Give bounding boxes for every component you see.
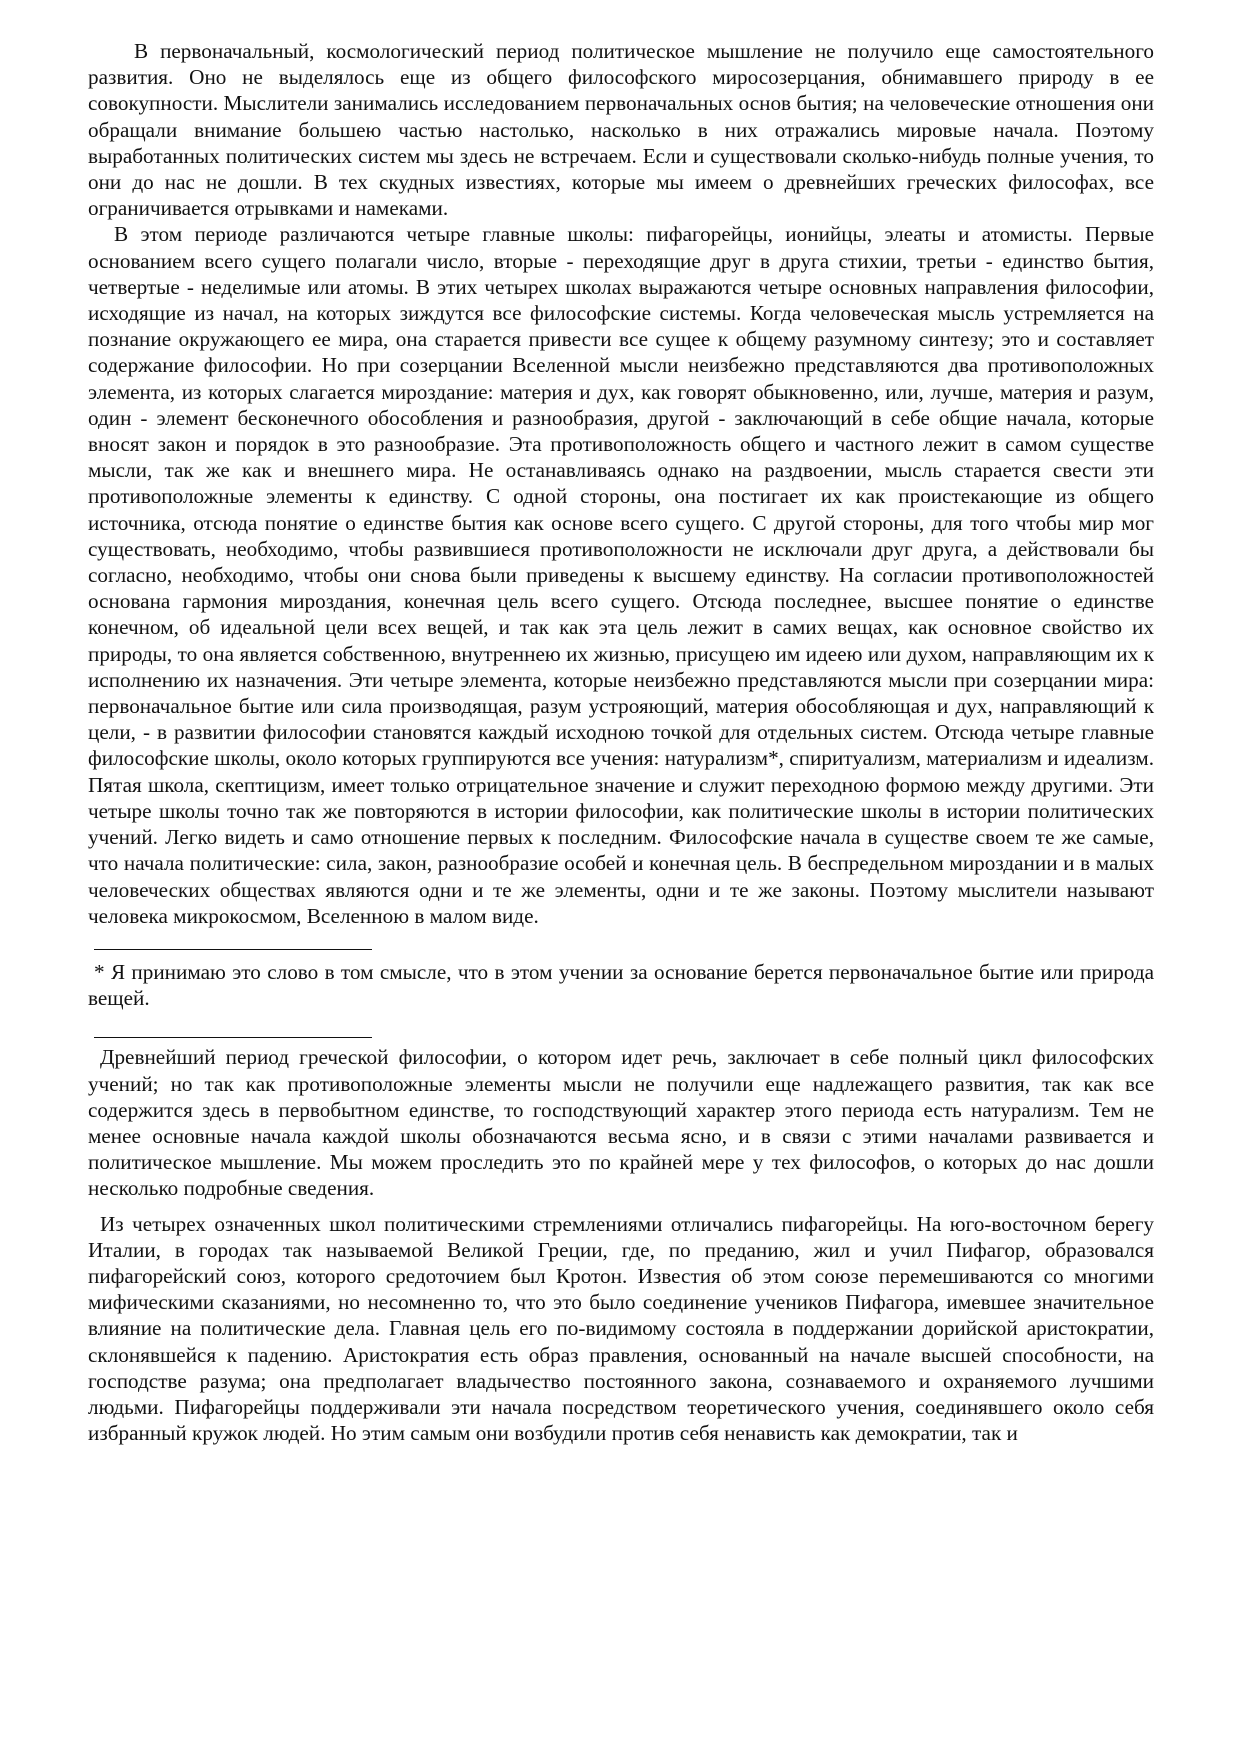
paragraph-pythagoreans: Из четырех означенных школ политическими стремлениями отличались пифагорейцы. На юго-восточном берегу Италии, в городах так называемой Великой Греции, где, по преданию, жил и учил Пифагор, образовался пифагорейский союз, которого средоточием был Кротон. Известия об этом союзе перемешиваются со многими мифическими сказаниями, но несомненно то, что это было соединение учеников Пифагора, имевшее значительное влияние на политические дела. Главная цель его по-видимому состояла в поддержании дорийской аристократии, склонявшейся к падению. Аристократия есть образ правления, основанный на начале высшей способности, на господстве разума; она предполагает владычество постоянного закона, сознаваемого и охраняемого лучшими людьми. Пифагорейцы поддерживали эти начала посредством теоретического учения, соединявшего около себя избранный кружок людей. Но этим самым они возбудили против себя ненависть как демократии, так и xyxy=(88,1211,1154,1446)
paragraph-cosmological-period: В первоначальный, космологический период политическое мышление не получило еще самостоятельного развития. Оно не выделялось еще из общего философского миросозерцания, обнимавшего природу в ее совокупности. Мыслители занимались исследованием первоначальных основ бытия; на человеческие отношения они обращали внимание большею частью настолько, насколько в них отражались мировые начала. Поэтому выработанных политических систем мы здесь не встречаем. Если и существовали сколько-нибудь полные учения, то они до нас не дошли. В тех скудных известиях, которые мы имеем о древнейших греческих философах, все ограничивается отрывками и намеками. xyxy=(88,39,1154,221)
footnote-separator-bottom xyxy=(94,1037,372,1038)
paragraph-ancient-period: Древнейший период греческой философии, о котором идет речь, заключает в себе полный цикл философских учений; но так как противоположные элементы мысли не получили еще надлежащего развития, так как все содержится здесь в первобытном единстве, то господствующий характер этого периода есть натурализм. Тем не менее основные начала каждой школы обозначаются весьма ясно, и в связи с этими началами развивается и политическое мышление. Мы можем проследить это по крайней мере у тех философов, о которых до нас дошли несколько подробные сведения. xyxy=(88,1045,1154,1201)
document-page xyxy=(88,38,1154,1446)
paragraph-four-schools: В этом периоде различаются четыре главные школы: пифагорейцы, ионийцы, элеаты и атомисты. Первые основанием всего сущего полагали число, вторые - переходящие друг в друга стихии, третьи - единство бытия, четвертые - неделимые или атомы. В этих четырех школах выражаются четыре основных направления философии, исходящие из начал, на которых зиждутся все философские системы. Когда человеческая мысль устремляется на познание окружающего ее мира, она старается привести все сущее к общему разумному синтезу; это и составляет содержание философии. Но при созерцании Вселенной мысли неизбежно представляются два противоположных элемента, из которых слагается мироздание: материя и дух, как говорят обыкновенно, или, лучше, материя и разум, один - элемент бесконечного обособления и разнообразия, другой - заключающий в себе общие начала, которые вносят закон и порядок в это разнообразие. Эта противоположность общего и частного лежит в самом существе мысли, так же как и внешнего мира. Не останавливаясь однако на раздвоении, мысль старается свести эти противоположные элементы к единству. С одной стороны, она постигает их как проистекающие из общего источника, отсюда понятие о единстве бытия как основе всего сущего. С другой стороны, для того чтобы мир мог существовать, необходимо, чтобы развившиеся противоположности не исключали друг друга, а действовали бы согласно, необходимо, чтобы они снова были приведены к высшему единству. На согласии противоположностей основана гармония мироздания, конечная цель всего сущего. Отсюда последнее, высшее понятие о единстве конечном, об идеальной цели всех вещей, и так как эта цель лежит в самих вещах, как основное свойство их природы, то она является собственною, внутреннею их жизнью, присущею им идеею или духом, направляющим их к исполнению их назначения. Эти четыре элемента, которые неизбежно представляются мысли при созерцании мира: первоначальное бытие или сила производящая, разум устрояющий, материя обособляющая и дух, направляющий к цели, - в развитии философии становятся каждый исходною точкой для отдельных систем. Отсюда четыре главные философские школы, около которых группируются все учения: натурализм*, спиритуализм, материализм и идеализм. Пятая школа, скептицизм, имеет только отрицательное значение и служит переходною формою между другими. Эти четыре школы точно так же повторяются в истории философии, как политические школы в истории политических учений. Легко видеть и само отношение первых к последним. Философские начала в существе своем те же самые, что начала политические: сила, закон, разнообразие особей и конечная цель. В беспредельном мироздании и в малых человеческих обществах являются одни и те же элементы, одни и те же законы. Поэтому мыслители называют человека микрокосмом, Вселенною в малом виде. xyxy=(88,222,1154,928)
footnote-naturalism: * Я принимаю это слово в том смысле, что в этом учении за основание берется первоначальное бытие или природа вещей. xyxy=(88,959,1154,1011)
footnote-separator-top xyxy=(94,949,372,950)
